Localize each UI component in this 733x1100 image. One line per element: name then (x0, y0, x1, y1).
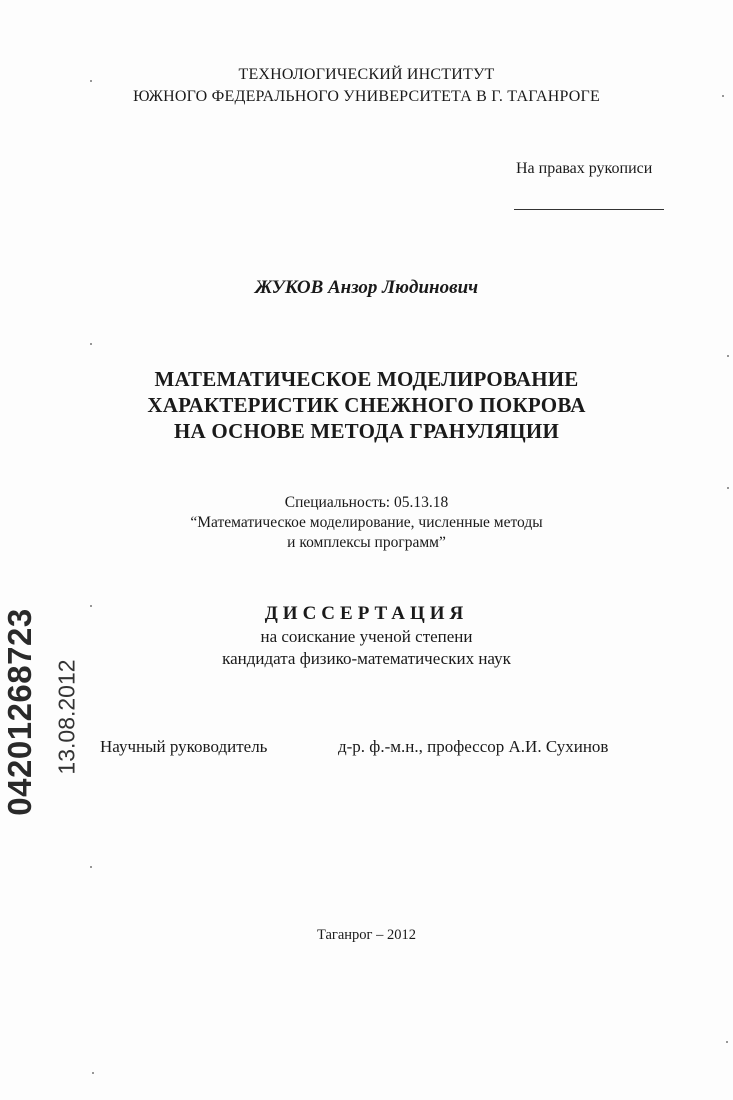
specialty-name-line-1: “Математическое моделирование, численные методы (190, 514, 543, 531)
author-name: ЖУКОВ Анзор Людинович (254, 277, 479, 298)
supervisor-label: Научный руководитель (100, 737, 268, 756)
scan-speck (90, 605, 92, 607)
scan-speck (727, 487, 729, 489)
institution-line-2: ЮЖНОГО ФЕДЕРАЛЬНОГО УНИВЕРСИТЕТА В Г. ТАГАНРОГЕ (133, 88, 600, 105)
specialty-code: Специальность: 05.13.18 (284, 494, 449, 511)
library-stamp-date: 13.08.2012 (53, 659, 80, 775)
dissertation-heading: ДИССЕРТАЦИЯ (264, 603, 469, 624)
supervisor-name: д-р. ф.-м.н., профессор А.И. Сухинов (338, 737, 609, 756)
degree-line-1: на соискание ученой степени (260, 627, 473, 646)
manuscript-note: На правах рукописи (516, 160, 653, 177)
scan-speck (92, 1072, 94, 1074)
thesis-title-line-1: МАТЕМАТИЧЕСКОЕ МОДЕЛИРОВАНИЕ (154, 367, 579, 391)
library-stamp-number: 04201268723 (1, 608, 38, 816)
scan-speck (90, 80, 92, 82)
thesis-title-line-3: НА ОСНОВЕ МЕТОДА ГРАНУЛЯЦИИ (173, 419, 559, 443)
scan-speck (722, 95, 724, 97)
scan-speck (727, 355, 729, 357)
signature-line (514, 209, 664, 210)
scan-speck (90, 343, 92, 345)
institution-line-1: ТЕХНОЛОГИЧЕСКИЙ ИНСТИТУТ (238, 66, 495, 83)
degree-line-2: кандидата физико-математических наук (222, 649, 511, 668)
specialty-name-line-2: и комплексы программ” (287, 534, 446, 551)
scan-speck (726, 1041, 728, 1043)
scan-speck (90, 866, 92, 868)
thesis-title-line-2: ХАРАКТЕРИСТИК СНЕЖНОГО ПОКРОВА (147, 393, 586, 417)
place-year: Таганрог – 2012 (316, 927, 417, 943)
